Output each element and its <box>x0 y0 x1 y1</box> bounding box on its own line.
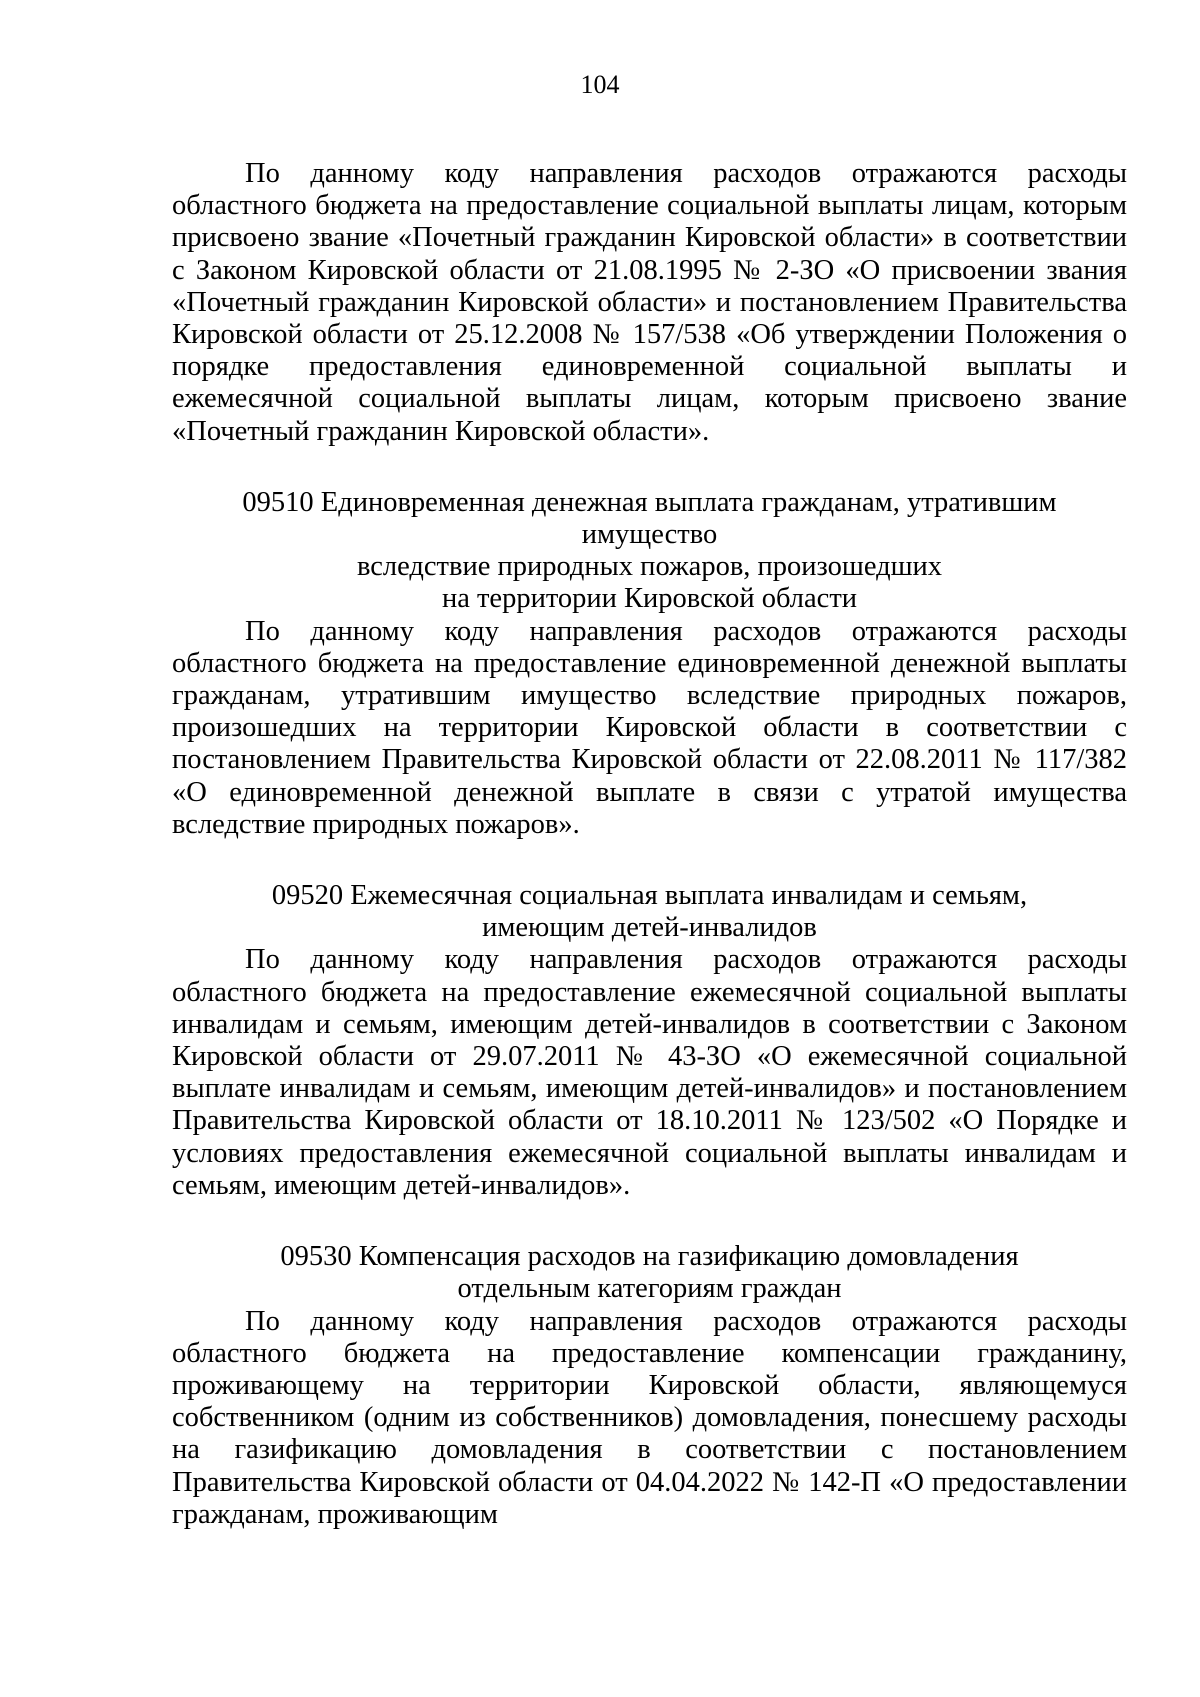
section-title-09510 <box>172 487 1127 616</box>
section-paragraph-09520: По данному коду направления расходов отражаются расходы областного бюджета на предоставление ежемесячной социальной выплаты инвалидам и семьям, имеющим детей-инвалидов в соответствии с Законом Кировской области от 29.07.2011 № 43-ЗО «О ежемесячной социальной выплате инвалидам и семьям, имеющим детей-инвалидов» и постановлением Правительства Кировской области от 18.10.2011 № 123/502 «О Порядке и условиях предоставления ежемесячной социальной выплаты инвалидам и семьям, имеющим детей-инвалидов». <box>172 944 1127 1201</box>
section-title-line: отдельным категориям граждан <box>457 1273 842 1305</box>
section-title-line: 09530 Компенсация расходов на газификацию домовладения <box>280 1241 1019 1273</box>
section-title-line: 09520 Ежемесячная социальная выплата инвалидам и семьям, <box>271 880 1028 912</box>
section-title-09520 <box>172 880 1127 944</box>
section-title-line: вследствие природных пожаров, произошедших <box>356 551 943 583</box>
intro-paragraph: По данному коду направления расходов отражаются расходы областного бюджета на предоставление социальной выплаты лицам, которым присвоено звание «Почетный гражданин Кировской области» в соответствии с Законом Кировской области от 21.08.1995 № 2-ЗО «О присвоении звания «Почетный гражданин Кировской области» и постановлением Правительства Кировской области от 25.12.2008 № 157/538 «Об утверждении Положения о порядке предоставления единовременной социальной выплаты и ежемесячной социальной выплаты лицам, которым присвоено звание «Почетный гражданин Кировской области». <box>172 158 1127 447</box>
document-body <box>172 158 1127 1531</box>
section-title-line: имеющим детей-инвалидов <box>482 912 817 944</box>
section-title-line: 09510 Единовременная денежная выплата гражданам, утратившим имущество <box>242 486 1057 551</box>
section-title-09530 <box>172 1241 1127 1305</box>
section-title-line: на территории Кировской области <box>441 583 858 615</box>
section-paragraph-09530: По данному коду направления расходов отражаются расходы областного бюджета на предоставление компенсации гражданину, проживающему на территории Кировской области, являющемуся собственником (одним из собственников) домовладения, понесшему расходы на газификацию домовладения в соответствии с постановлением Правительства Кировской области от 04.04.2022 № 142-П «О предоставлении гражданам, проживающим <box>172 1305 1127 1530</box>
page-number: 104 <box>580 70 620 99</box>
section-paragraph-09510: По данному коду направления расходов отражаются расходы областного бюджета на предоставление единовременной денежной выплаты гражданам, утратившим имущество вследствие природных пожаров, произошедших на территории Кировской области в соответствии с постановлением Правительства Кировской области от 22.08.2011 № 117/382 «О единовременной денежной выплате в связи с утратой имущества вследствие природных пожаров». <box>172 615 1127 840</box>
